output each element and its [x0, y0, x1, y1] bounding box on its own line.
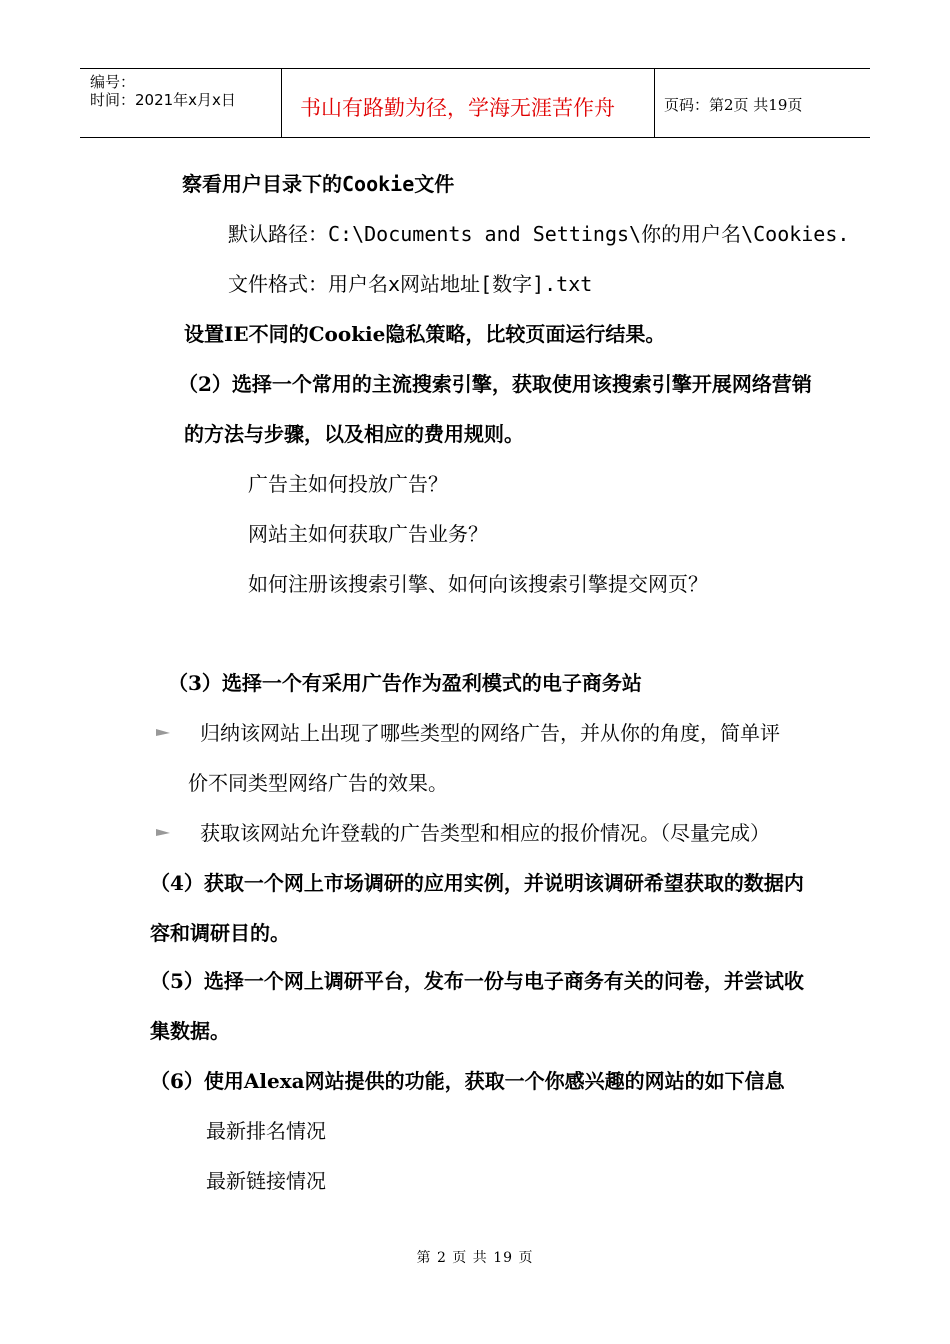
item2-line2: 的方法与步骤，以及相应的费用规则。 — [184, 422, 524, 446]
number-label: 编号： — [90, 73, 136, 91]
file-format-line: 文件格式：用户名x网站地址[数字].txt — [228, 272, 593, 296]
time-label: 时间：2021年x月x日 — [90, 91, 236, 109]
item3-bullet1-line2: 价不同类型网络广告的效果。 — [188, 771, 448, 795]
header-motto-cell — [281, 69, 655, 137]
item4-line1: （4）获取一个网上市场调研的应用实例，并说明该调研希望获取的数据内 — [150, 871, 804, 895]
ie-setting-line: 设置IE不同的Cookie隐私策略，比较页面运行结果。 — [184, 322, 666, 346]
header-meta — [80, 69, 280, 137]
item5-line1: （5）选择一个网上调研平台，发布一份与电子商务有关的问卷，并尝试收 — [150, 969, 804, 993]
arrow-bullet-icon — [156, 827, 170, 837]
item2-line1: （2）选择一个常用的主流搜索引擎，获取使用该搜索引擎开展网络营销 — [178, 372, 812, 396]
item2-question-3: 如何注册该搜索引擎、如何向该搜索引擎提交网页？ — [248, 572, 708, 596]
item3-bullet1-line1: 归纳该网站上出现了哪些类型的网络广告，并从你的角度，简单评 — [200, 721, 780, 745]
item3-title: （3）选择一个有采用广告作为盈利模式的电子商务站 — [168, 671, 642, 695]
item4-line2: 容和调研目的。 — [150, 921, 290, 945]
cookie-view-line: 察看用户目录下的Cookie文件 — [182, 172, 455, 196]
item6-latest-links: 最新链接情况 — [206, 1169, 326, 1193]
page-header — [80, 68, 870, 138]
item2-question-2: 网站主如何获取广告业务？ — [248, 522, 488, 546]
default-path-line: 默认路径：C:\Documents and Settings\你的用户名\Cookies. — [228, 222, 850, 246]
motto-text: 书山有路勤为径，学海无涯苦作舟 — [300, 96, 615, 120]
page-info: 页码：第2页 共19页 — [664, 96, 803, 114]
item6-latest-rank: 最新排名情况 — [206, 1119, 326, 1143]
item6-title: （6）使用Alexa网站提供的功能，获取一个你感兴趣的网站的如下信息 — [150, 1069, 785, 1093]
item3-bullet2: 获取该网站允许登载的广告类型和相应的报价情况。（尽量完成） — [200, 821, 770, 845]
header-page-cell — [655, 69, 870, 137]
item5-line2: 集数据。 — [150, 1019, 230, 1043]
item2-question-1: 广告主如何投放广告？ — [248, 472, 448, 496]
arrow-bullet-icon — [156, 727, 170, 737]
page-footer: 第 2 页 共 19 页 — [416, 1250, 534, 1266]
